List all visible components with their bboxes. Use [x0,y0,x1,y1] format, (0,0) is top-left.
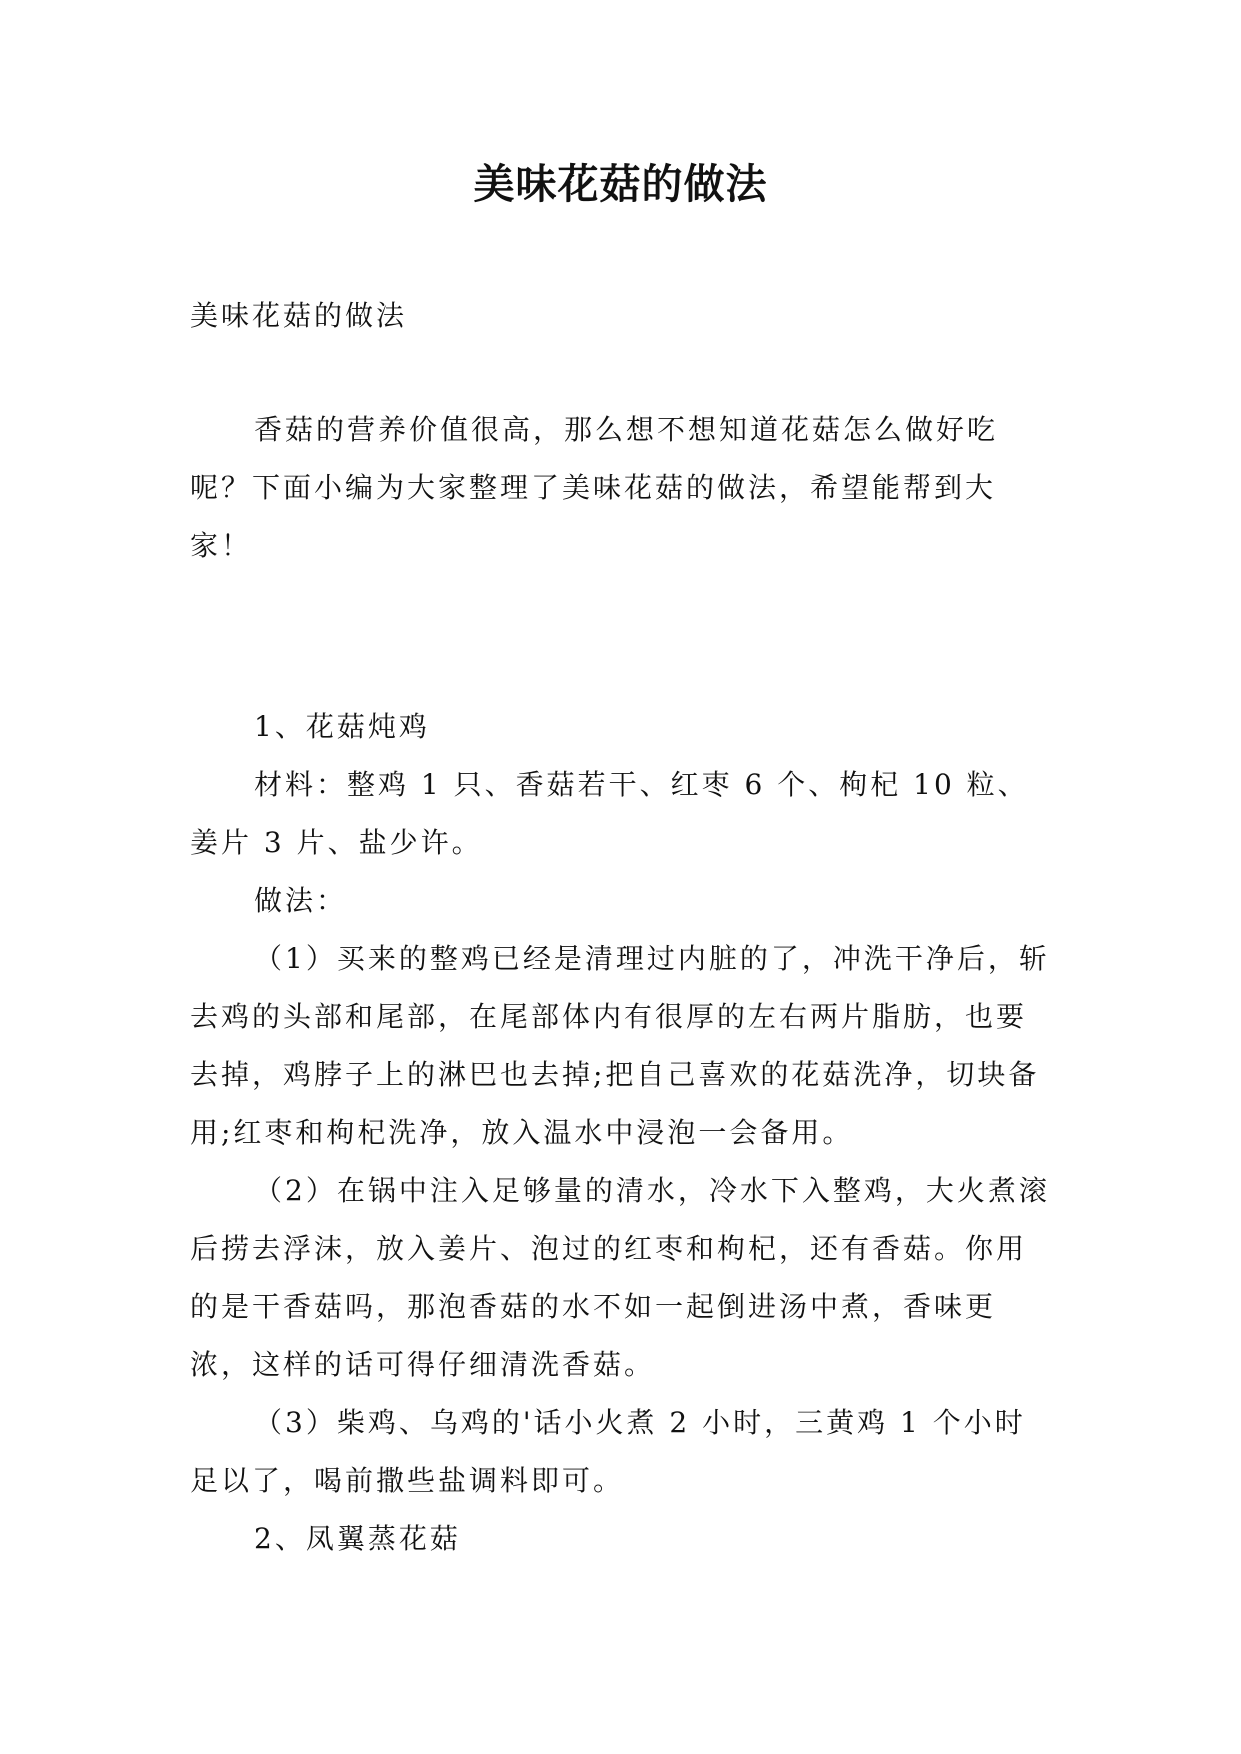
section-1-heading: 1、花菇炖鸡 [254,710,430,743]
section-1-step-2: （2）在锅中注入足够量的清水，冷水下入整鸡，大火煮滚后捞去浮沫，放入姜片、泡过的红枣和枸杞，还有香菇。你用的是干香菇吗，那泡香菇的水不如一起倒进汤中煮，香味更浓，这样的话可得仔细清洗香菇。 [190,1174,1050,1381]
section-1-materials: 材料：整鸡 1 只、香菇若干、红枣 6 个、枸杞 10 粒、姜片 3 片、盐少许。 [190,768,1029,859]
section-2-heading: 2、凤翼蒸花菇 [254,1522,461,1555]
document-title: 美味花菇的做法 [473,160,768,208]
section-1-method-label: 做法： [254,884,348,917]
intro-paragraph: 香菇的营养价值很高，那么想不想知道花菇怎么做好吃呢？下面小编为大家整理了美味花菇的做法，希望能帮到大家！ [190,413,999,562]
section-1-step-1: （1）买来的整鸡已经是清理过内脏的了，冲洗干净后，斩去鸡的头部和尾部，在尾部体内有很厚的左右两片脂肪，也要去掉，鸡脖子上的淋巴也去掉;把自己喜欢的花菇洗净，切块备用;红枣和枸杞洗净，放入温水中浸泡一会备用。 [190,942,1050,1149]
document-subtitle: 美味花菇的做法 [190,299,408,332]
section-1-step-3: （3）柴鸡、乌鸡的'话小火煮 2 小时，三黄鸡 1 个小时足以了，喝前撒些盐调料即可。 [190,1406,1026,1497]
